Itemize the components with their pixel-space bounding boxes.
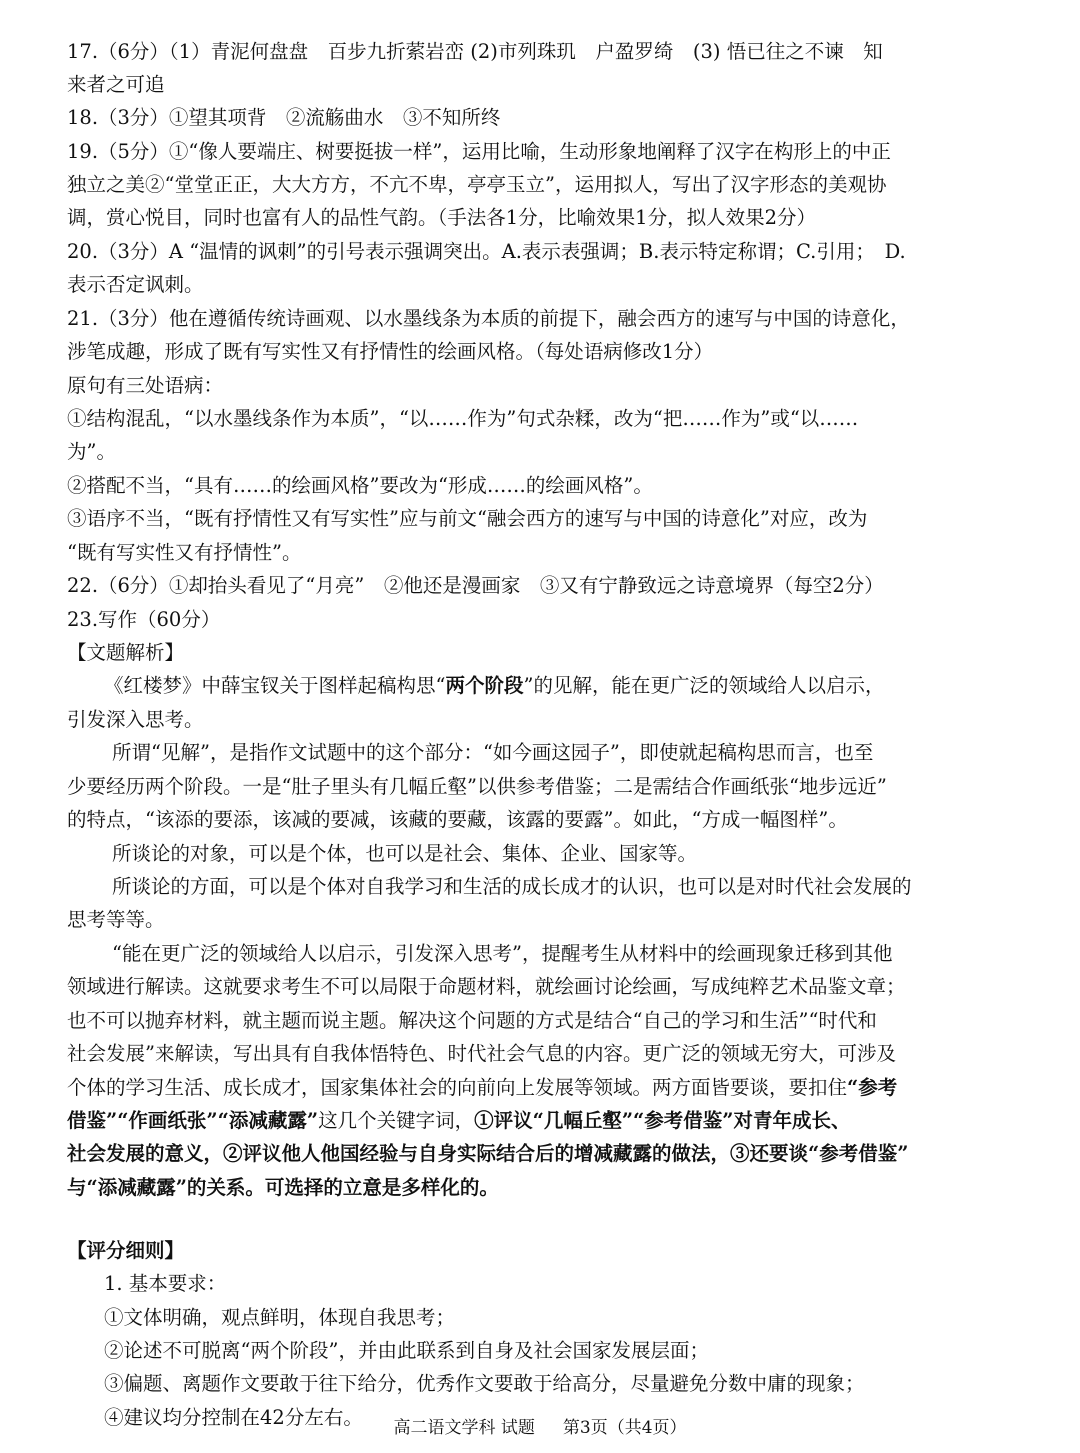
bold-run: 两个阶段 [445,674,524,697]
analysis-para-1-line-1 [104,672,1017,700]
analysis-para-2-line-2: 少要经历两个阶段。一是“肚子里头有几幅丘壑”以供参考借鉴；二是需结合作画纸张“地步远近” [67,775,887,798]
answer-19-line-3: 调，赏心悦目，同时也富有人的品性气韵。（手法各1分，比喻效果1分，拟人效果2分） [67,206,816,229]
answer-20-line-2: 表示否定讽刺。 [67,273,204,296]
text-run: ”的见解，能在更广泛的领域给人以启示， [523,674,885,697]
analysis-para-2-line-1: 所谓“见解”，是指作文试题中的这个部分：“如今画这园子”，即使就起稿构思而言，也至 [112,741,874,764]
answer-21-error-3-line-1: ③语序不当，“既有抒情性又有写实性”应与前文“融会西方的速写与中国的诗意化”对应，改为 [67,507,868,530]
bold-run: 对青年成长、 [733,1109,851,1132]
answer-23-heading: 23.写作（60分） [67,608,221,631]
answer-21-error-1-line-1: ①结构混乱，“以水墨线条作为本质”，“以……作为”句式杂糅，改为“把……作为”或“以…… [67,407,859,430]
analysis-para-5-line-8: 与“添减藏露”的关系。可选择的立意是多样化的。 [67,1176,499,1199]
page-footer [0,1416,1080,1440]
analysis-para-5-line-1: “能在更广泛的领域给人以启示，引发深入思考”，提醒考生从材料中的绘画现象迁移到其他 [112,942,893,965]
analysis-para-5-line-2: 领域进行解读。这就要求考生不可以局限于命题材料，就绘画讨论绘画，写成纯粹艺术品鉴文章； [67,975,906,998]
scoring-rule-4: ④建议均分控制在42分左右。 [104,1406,363,1429]
analysis-para-1-line-2: 引发深入思考。 [67,708,204,731]
answer-20-line-1: 20.（3分）A “温情的讽刺”的引号表示强调突出。A.表示表强调；B.表示特定称谓；C.引用； D. [67,240,906,263]
answer-21-error-1-line-2: 为”。 [67,440,116,463]
answer-21-error-3-line-2: “既有写实性又有抒情性”。 [67,541,302,564]
analysis-para-5-line-4: 社会发展”来解读，写出具有自我体悟特色、时代社会气息的内容。更广泛的领域无穷大，可涉及 [67,1042,896,1065]
footer-subject: 高二语文学科 试题 [393,1418,535,1438]
answer-22: 22.（6分）①却抬头看见了“月亮” ②他还是漫画家 ③又有宁静致远之诗意境界（每空2分） [67,574,884,597]
analysis-para-5-line-6 [67,1107,1017,1135]
answer-17-line-2: 来者之可追 [67,73,165,96]
text-run: 《红楼梦》中薛宝钗关于图样起稿构思“ [104,674,446,697]
analysis-para-4-line-1: 所谈论的方面，可以是个体对自我学习和生活的成长成才的认识，也可以是对时代社会发展的 [112,875,912,898]
section-heading-scoring: 【评分细则】 [67,1239,185,1262]
scoring-basic-heading: 1. 基本要求： [104,1272,227,1295]
answer-17-line-1: 17.（6分）（1）青泥何盘盘 百步九折萦岩峦 (2)市列珠玑 户盈罗绮 (3) 悟已往之不谏 知 [67,40,883,63]
answer-21-errors-heading: 原句有三处语病： [67,374,224,397]
analysis-para-5-line-3: 也不可以抛弃材料，就主题而说主题。解决这个问题的方式是结合“自己的学习和生活”“时代和 [67,1009,877,1032]
analysis-para-3: 所谈论的对象，可以是个体，也可以是社会、集体、企业、国家等。 [112,842,698,865]
footer-page-number: 第3页（共4页） [562,1418,687,1438]
text-run: 个体的学习生活、成长成才，国家集体社会的向前向上发展等领域。两方面皆要谈，要扣住 [67,1076,848,1099]
bold-run: 借鉴”“作画纸张”“添减藏露” [67,1109,319,1132]
section-heading-analysis: 【文题解析】 [67,641,185,664]
answer-19-line-1: 19.（5分）①“像人要端庄、树要挺拔一样”，运用比喻，生动形象地阐释了汉字在构形上的中正 [67,140,891,163]
analysis-para-4-line-2: 思考等等。 [67,908,165,931]
bold-run: ①评议“几幅丘壑”“参考借鉴” [474,1109,734,1132]
answer-21-line-2: 涉笔成趣，形成了既有写实性又有抒情性的绘画风格。（每处语病修改1分） [67,340,714,363]
analysis-para-2-line-3: 的特点，“该添的要添，该减的要减，该藏的要藏，该露的要露”。如此，“方成一幅图样”。 [67,808,848,831]
scoring-rule-2: ②论述不可脱离“两个阶段”，并由此联系到自身及社会国家发展层面； [104,1339,709,1362]
scoring-rule-3: ③偏题、离题作文要敢于往下给分，优秀作文要敢于给高分，尽量避免分数中庸的现象； [104,1372,865,1395]
scoring-rule-1: ①文体明确，观点鲜明，体现自我思考； [104,1306,456,1329]
analysis-para-5-line-5 [67,1074,1017,1102]
answer-19-line-2: 独立之美②“堂堂正正，大大方方，不亢不卑，亭亭玉立”，运用拟人，写出了汉字形态的美观协 [67,173,887,196]
text-run: 这几个关键字词， [318,1109,475,1132]
answer-21-line-1: 21.（3分）他在遵循传统诗画观、以水墨线条为本质的前提下，融会西方的速写与中国的诗意化， [67,307,910,330]
bold-run: “参考 [847,1076,898,1099]
answer-18: 18.（3分）①望其项背 ②流觞曲水 ③不知所终 [67,106,501,129]
analysis-para-5-line-7: 社会发展的意义，②评议他人他国经验与自身实际结合后的增减藏露的做法，③还要谈“参考借鉴” [67,1142,909,1165]
answer-21-error-2: ②搭配不当，“具有……的绘画风格”要改为“形成……的绘画风格”。 [67,474,653,497]
